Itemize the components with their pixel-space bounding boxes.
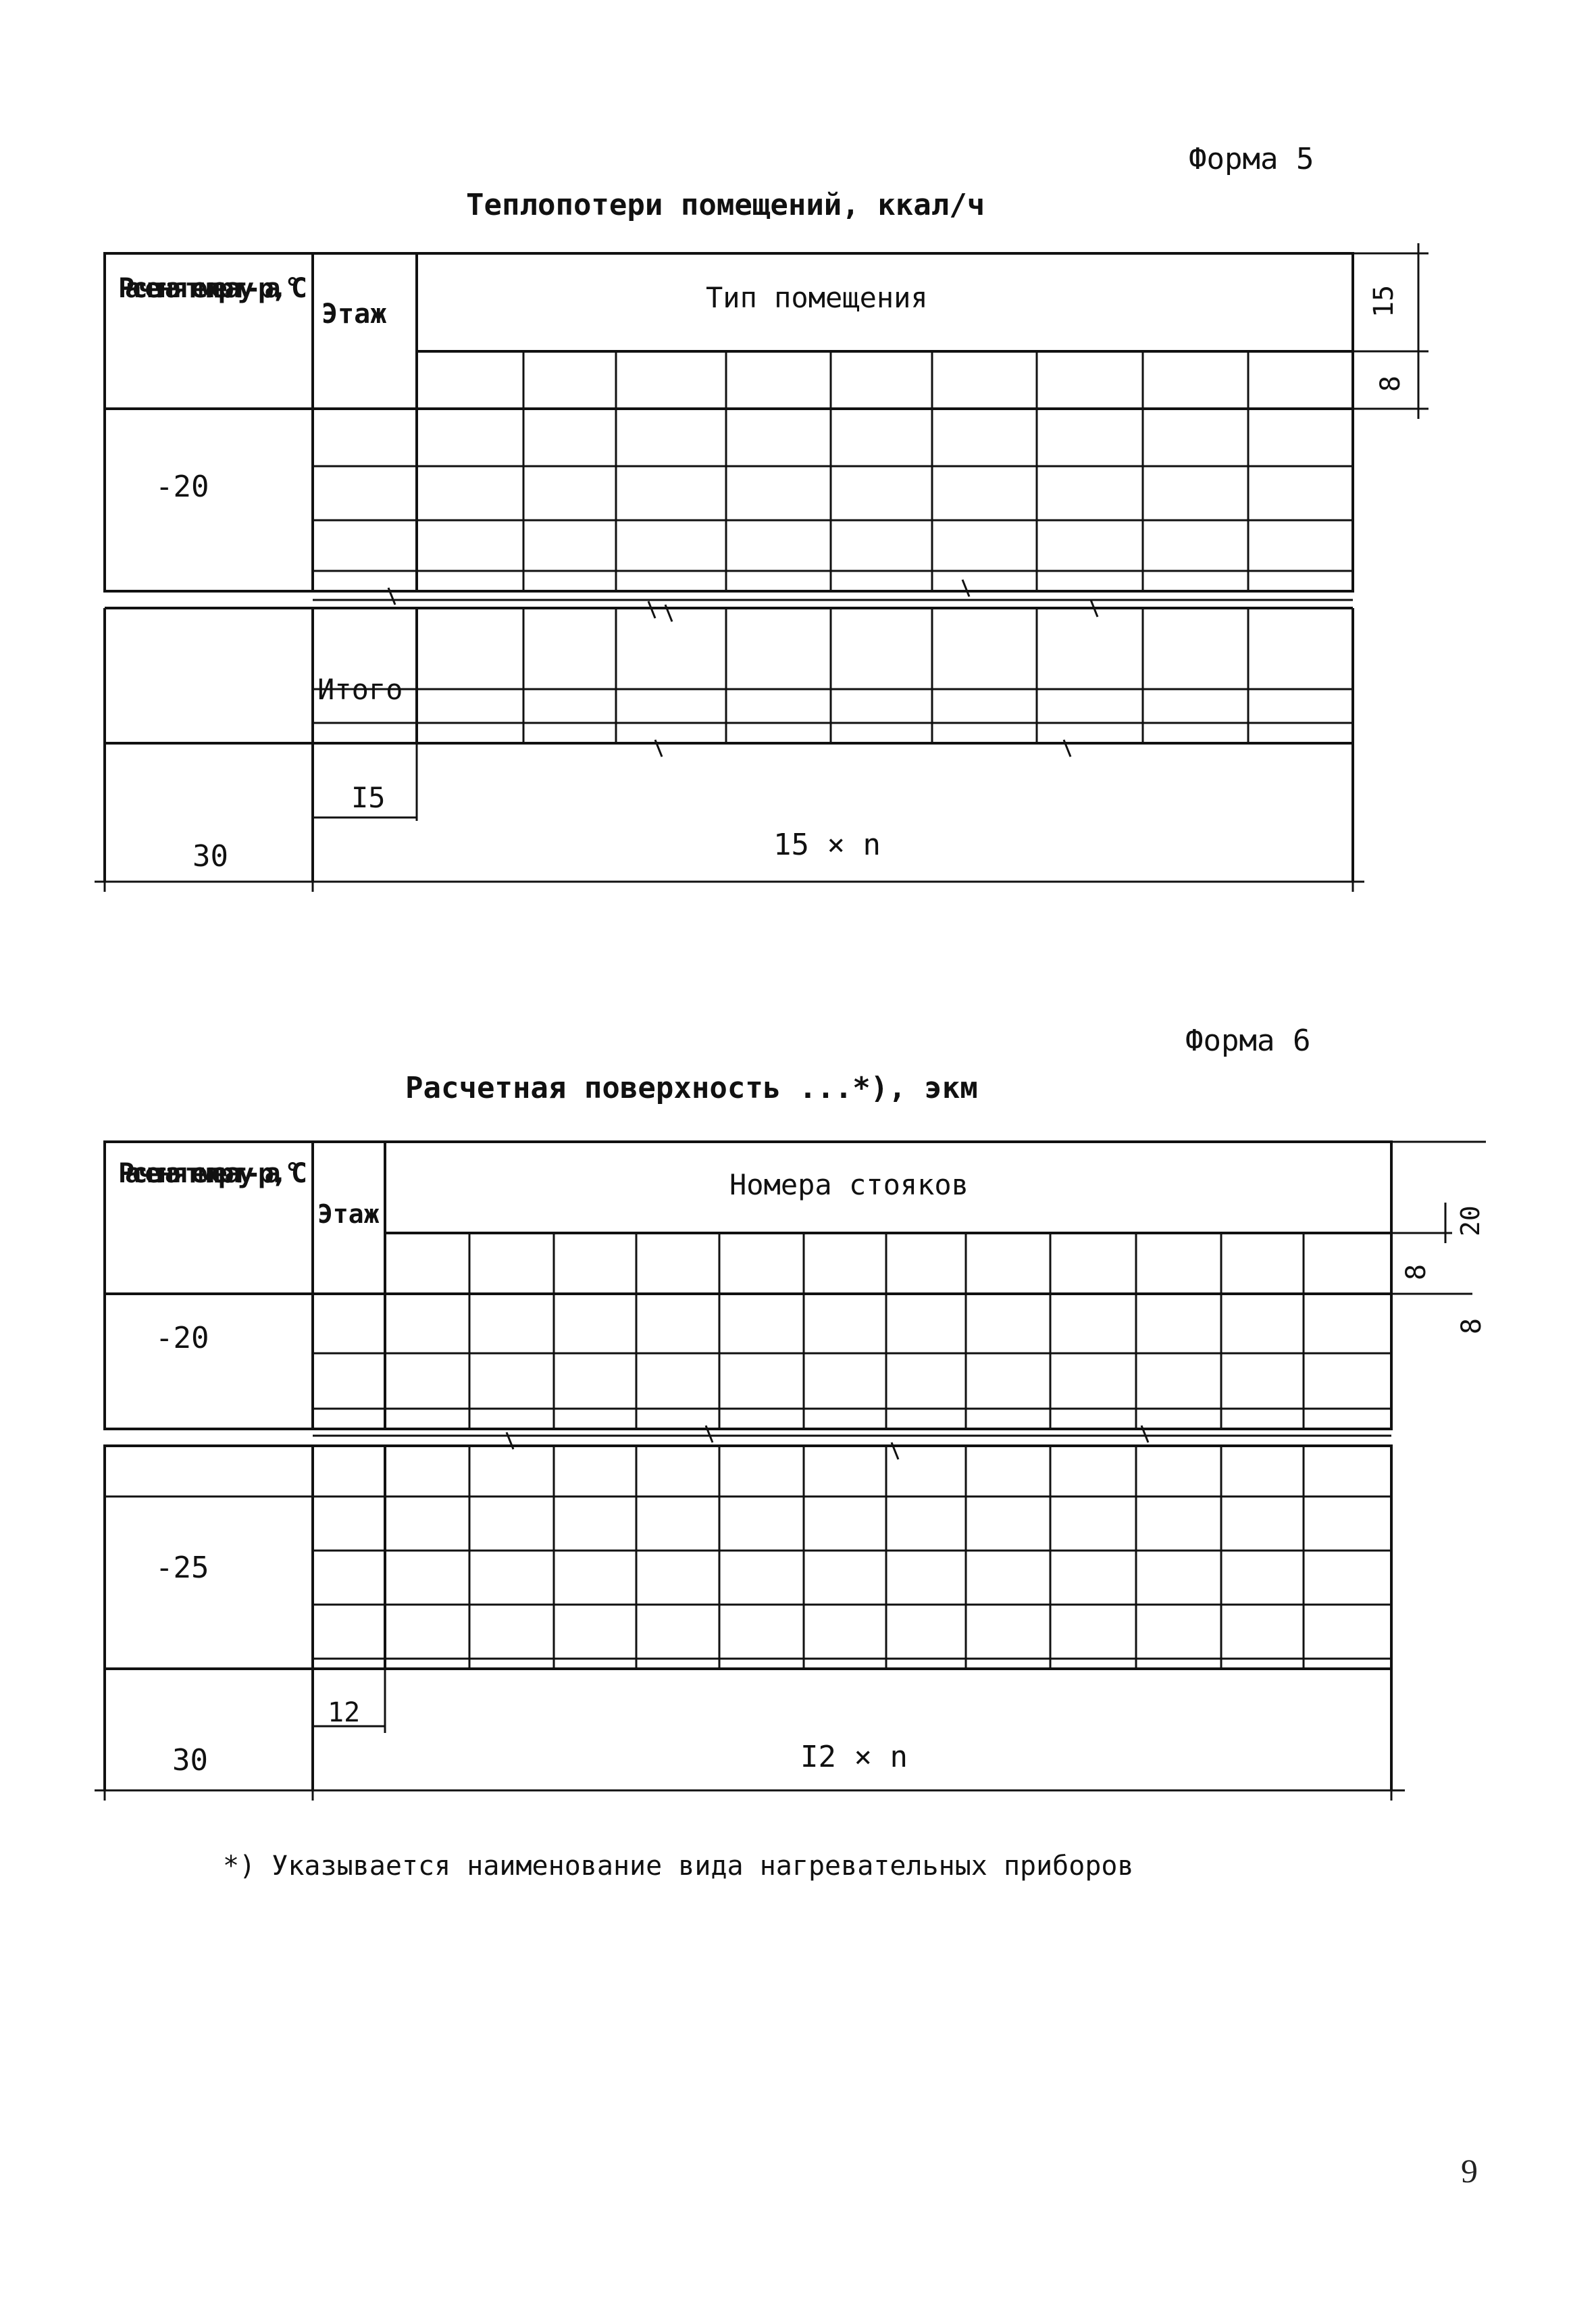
form6-dim-data: I2 × n	[800, 1740, 908, 1774]
form5-col-floor-header: Этаж	[321, 299, 387, 330]
form6-dim-row-height-1: 8	[1401, 1263, 1432, 1280]
form5-dim-row-height: 8	[1375, 375, 1406, 392]
form5-dim-floor: I5	[351, 781, 386, 814]
form6-row-temp-1: -20	[155, 1321, 209, 1355]
form5-dim-temp: 30	[192, 839, 228, 874]
form5-label: Форма 5	[1189, 142, 1314, 176]
form5-row-temp: -20	[155, 470, 209, 504]
form6-dim-floor: 12	[328, 1697, 361, 1728]
form6-dim-temp: 30	[172, 1743, 208, 1778]
form5-col-temp-header: Расчетная температу- ра, °С	[118, 273, 308, 304]
form5-dimensions	[95, 243, 1428, 892]
page-number: 9	[1461, 2152, 1478, 2190]
form6-table	[105, 1142, 1391, 1790]
form6-row-temp-2: -25	[155, 1551, 209, 1585]
footnote: *) Указывается наименование вида нагревательных приборов	[223, 1851, 1134, 1882]
form6-title: Расчетная поверхность ...*), экм	[405, 1071, 978, 1105]
form5-table	[105, 253, 1353, 882]
form5-dim-header-height: 15	[1368, 284, 1399, 318]
form6	[95, 1024, 1487, 1801]
form5	[95, 142, 1428, 892]
form6-riser-header: Номера стояков	[729, 1168, 969, 1201]
form6-label: Форма 6	[1185, 1024, 1311, 1058]
form6-col-floor-header: Этаж	[317, 1199, 380, 1229]
form6-dim-row-height-2: 8	[1456, 1317, 1487, 1334]
form5-total-label: Итого	[317, 673, 403, 706]
form6-col-temp-header: Расчетная температу- ра, °С	[118, 1158, 308, 1189]
form5-dim-data: 15 × n	[773, 828, 881, 862]
form5-room-type-header: Тип помещения	[706, 281, 928, 314]
form6-dimensions	[95, 1142, 1487, 1801]
form6-dim-header-height: 20	[1456, 1205, 1485, 1236]
form5-title: Теплопотери помещений, ккал/ч	[466, 188, 985, 222]
